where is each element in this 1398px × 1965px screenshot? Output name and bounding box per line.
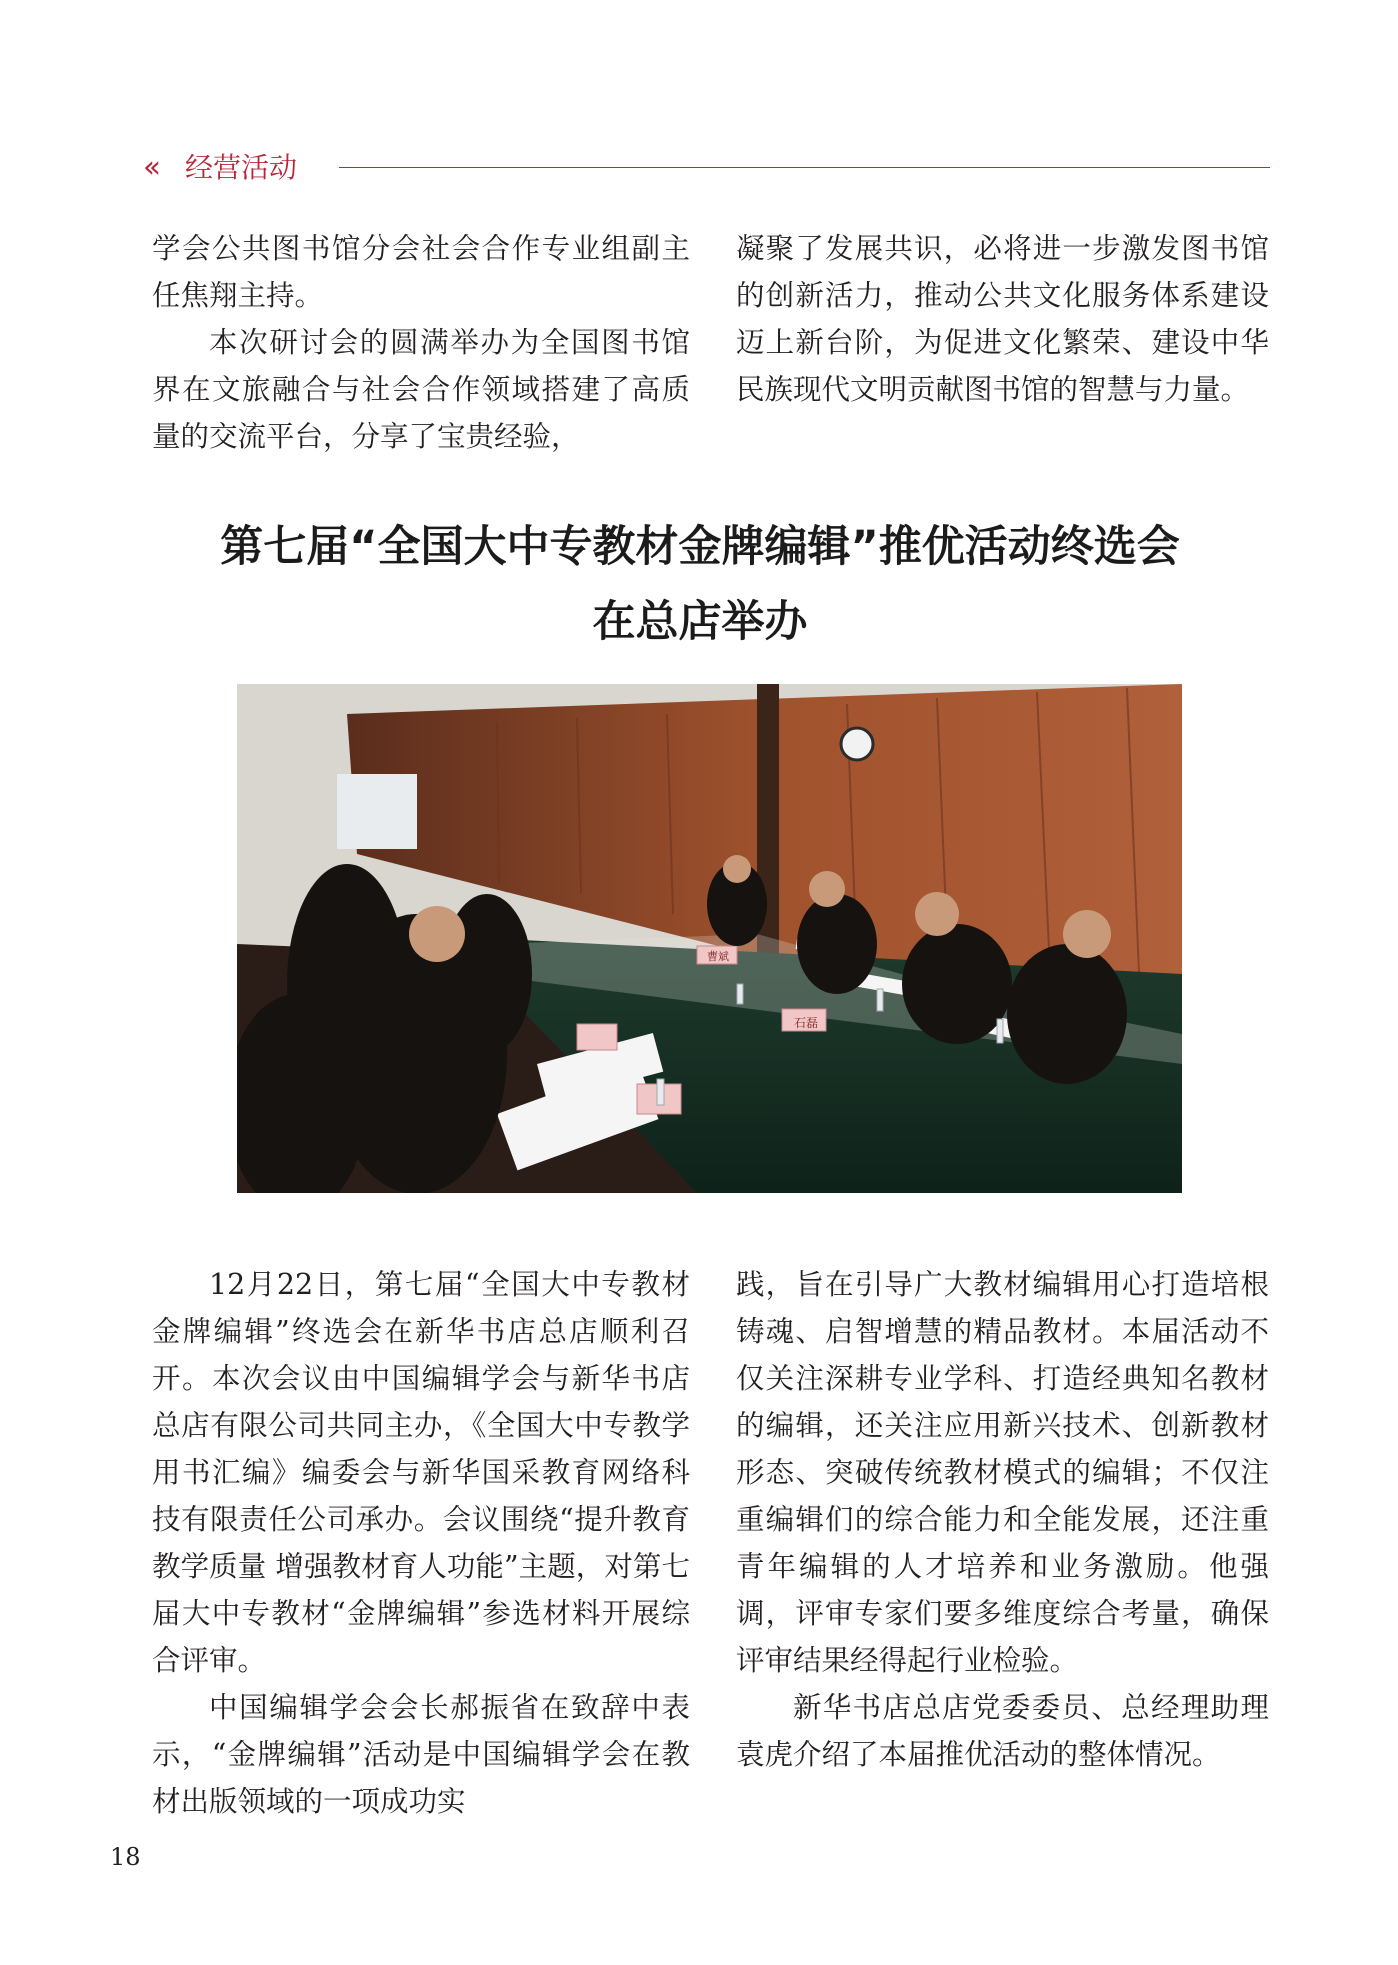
article-title xyxy=(100,510,1300,660)
top-left-column xyxy=(152,225,690,460)
article-right-column xyxy=(736,1261,1269,1778)
paragraph: 本次研讨会的圆满举办为全国图书馆界在文旅融合与社会合作领域搭建了高质量的交流平台，分享了宝贵经验， xyxy=(152,326,690,453)
page-number: 18 xyxy=(110,1843,141,1871)
paragraph: 新华书店总店党委委员、总经理助理袁虎介绍了本届推优活动的整体情况。 xyxy=(736,1691,1269,1771)
double-chevron-left-icon: ‹‹ xyxy=(143,150,155,185)
placard-name: 曹斌 xyxy=(707,950,729,963)
meeting-photo xyxy=(237,684,1182,1193)
paragraph: 中国编辑学会会长郝振省在致辞中表示，“金牌编辑”活动是中国编辑学会在教材出版领域的一项成功实 xyxy=(152,1691,690,1818)
top-right-column xyxy=(736,225,1269,413)
article-title-line-1: 第七届“全国大中专教材金牌编辑”推优活动终选会 xyxy=(220,522,1180,572)
article-title-line-2: 在总店举办 xyxy=(592,597,808,647)
section-title: 经营活动 xyxy=(185,151,298,184)
paragraph: 凝聚了发展共识，必将进一步激发图书馆的创新活力，推动公共文化服务体系建设迈上新台阶，为促进文化繁荣、建设中华民族现代文明贡献图书馆的智慧与力量。 xyxy=(736,232,1269,406)
header-rule xyxy=(339,167,1270,168)
paragraph: 践，旨在引导广大教材编辑用心打造培根铸魂、启智增慧的精品教材。本届活动不仅关注深耕专业学科、打造经典知名教材的编辑，还关注应用新兴技术、创新教材形态、突破传统教材模式的编辑；不仅注重编辑们的综合能力和全能发展，还注重青年编辑的人才培养和业务激励。他强调，评审专家们要多维度综合考量，确保评审结果经得起行业检验。 xyxy=(736,1268,1269,1677)
section-header xyxy=(143,148,1270,188)
article-left-column xyxy=(152,1261,690,1825)
placard-name: 石磊 xyxy=(794,1016,819,1030)
paragraph: 12月22日，第七届“全国大中专教材金牌编辑”终选会在新华书店总店顺利召开。本次会议由中国编辑学会与新华书店总店有限公司共同主办，《全国大中专教学用书汇编》编委会与新华国采教育网络科技有限责任公司承办。会议围绕“提升教育教学质量 增强教材育人功能”主题，对第七届大中专教材“金牌编辑”参选材料开展综合评审。 xyxy=(152,1268,690,1677)
paragraph: 学会公共图书馆分会社会合作专业组副主任焦翔主持。 xyxy=(152,232,690,312)
